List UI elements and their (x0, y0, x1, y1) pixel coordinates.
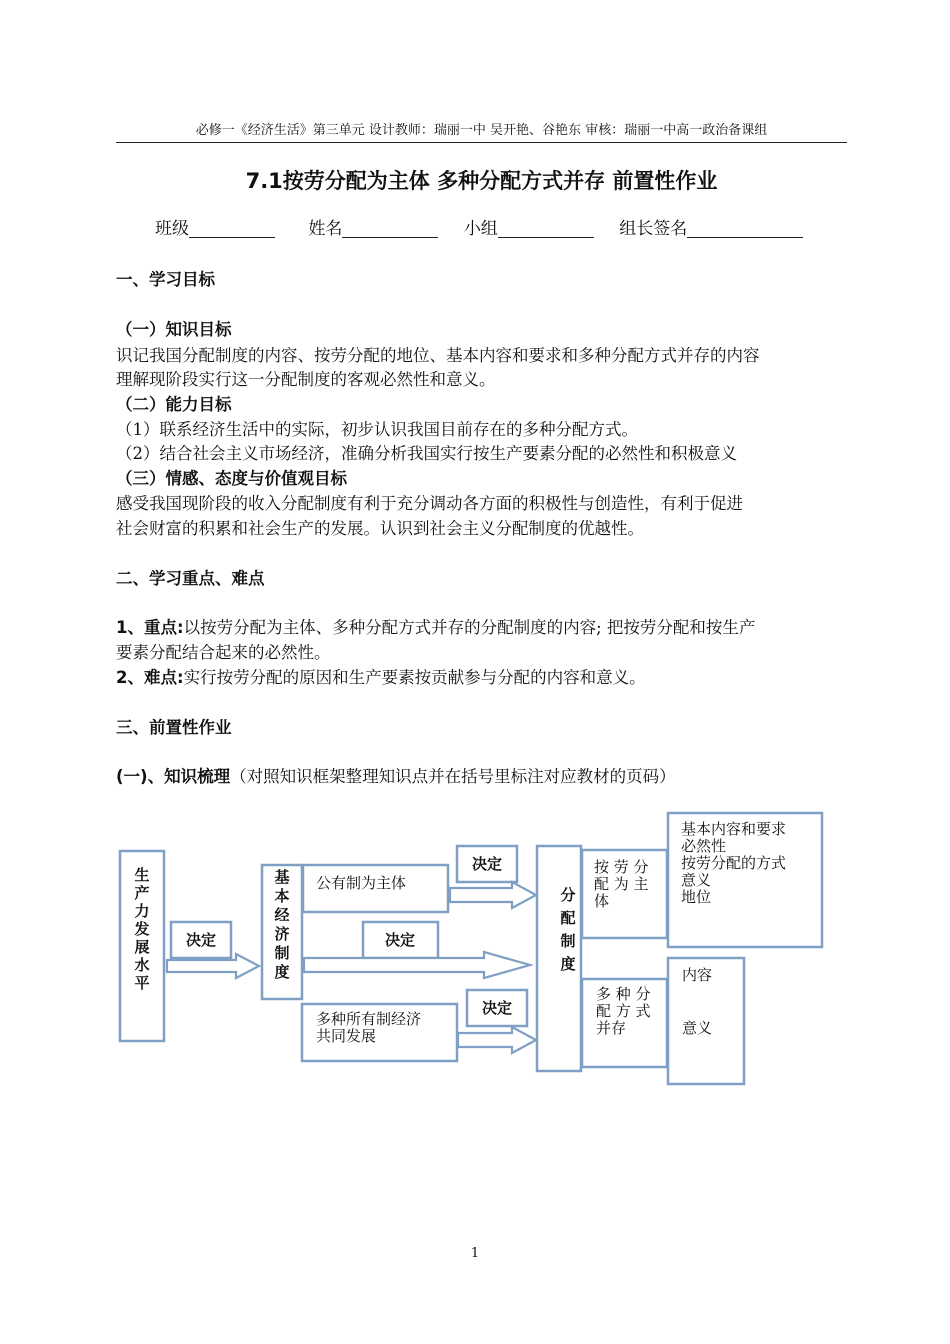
section-1a-heading: （一）知识目标 (116, 320, 232, 339)
multi-distribution-line-2: 配 方 式 (596, 1002, 651, 1020)
arrow-multi-to-distribution (458, 1027, 536, 1053)
arrow-public-to-distribution (450, 882, 536, 908)
multi-ownership-line-1: 多种所有制经济 (316, 1010, 422, 1028)
labor-item-4: 意义 (681, 871, 712, 889)
section-2-heading: 二、学习重点、难点 (116, 569, 265, 588)
labor-item-2: 必然性 (681, 837, 727, 855)
multi-distribution-line-3: 并存 (596, 1019, 627, 1037)
section-1b-line-2: （2）结合社会主义市场经济，准确分析我国实行按生产要素分配的必然性和积极意义 (116, 444, 737, 463)
decide-label-3: 决定 (471, 855, 503, 873)
multi-item-1: 内容 (682, 966, 713, 984)
knowledge-sorting-note: （对照知识框架整理知识点并在括号里标注对应教材的页码） (230, 767, 676, 786)
section-1b-heading: （二）能力目标 (116, 395, 232, 414)
labor-main-line-2: 配 为 主 (594, 875, 649, 893)
labor-item-5: 地位 (681, 888, 712, 906)
basic-system-label: 基本经济制度 (274, 868, 290, 981)
multi-item-2: 意义 (682, 1019, 713, 1037)
page-number: 1 (470, 1246, 480, 1261)
section-1a-line-1: 识记我国分配制度的内容、按劳分配的地位、基本内容和要求和多种分配方式并存的内容 (116, 346, 760, 365)
decide-label-4: 决定 (481, 999, 513, 1017)
section-1c-heading: （三）情感、态度与价值观目标 (116, 469, 347, 488)
difficulty-text: 实行按劳分配的原因和生产要素按贡献参与分配的内容和意义。 (183, 668, 646, 687)
section-3-heading: 三、前置性作业 (116, 718, 232, 737)
section-1b-line-1: （1）联系经济生活中的实际，初步认识我国目前存在的多种分配方式。 (116, 420, 638, 439)
difficulty-label: 2、难点: (116, 668, 184, 687)
leader-label: 组长签名 (619, 219, 688, 239)
public-main-label: 公有制为主体 (316, 874, 407, 892)
productivity-label: 生产力发展水平 (134, 866, 150, 992)
section-1-heading: 一、学习目标 (116, 270, 215, 289)
distribution-label: 分配制度 (560, 886, 576, 973)
section-2-key-line-2: 要素分配结合起来的必然性。 (116, 643, 331, 662)
section-1c-line-2: 社会财富的积累和社会生产的发展。认识到社会主义分配制度的优越性。 (116, 519, 644, 538)
knowledge-sorting-label: (一)、知识梳理 (116, 767, 231, 786)
group-label: 小组 (463, 219, 498, 239)
section-1a-line-2: 理解现阶段实行这一分配制度的客观必然性和意义。 (116, 370, 496, 389)
labor-main-line-1: 按 劳 分 (594, 858, 649, 876)
document-title: 7.1按劳分配为主体 多种分配方式并存 前置性作业 (245, 169, 718, 193)
labor-main-line-3: 体 (594, 892, 610, 910)
multi-distribution-line-1: 多 种 分 (596, 985, 651, 1003)
key-point-label: 1、重点: (116, 618, 184, 637)
labor-item-3: 按劳分配的方式 (681, 854, 787, 872)
class-label: 班级 (155, 219, 189, 239)
decide-label-1: 决定 (185, 931, 217, 949)
decide-label-2: 决定 (384, 931, 416, 949)
labor-item-1: 基本内容和要求 (681, 820, 787, 838)
section-1c-line-1: 感受我国现阶段的收入分配制度有利于充分调动各方面的积极性与创造性，有利于促进 (116, 494, 743, 513)
page-header-text: 必修一《经济生活》第三单元 设计教师：瑞丽一中 吴开艳、谷艳东 审核：瑞丽一中高一政治备课组 (195, 123, 768, 138)
key-point-text-1: 以按劳分配为主体、多种分配方式并存的分配制度的内容; 把按劳分配和按生产 (183, 618, 756, 637)
multi-ownership-line-2: 共同发展 (316, 1027, 377, 1045)
name-label: 姓名 (308, 219, 343, 239)
